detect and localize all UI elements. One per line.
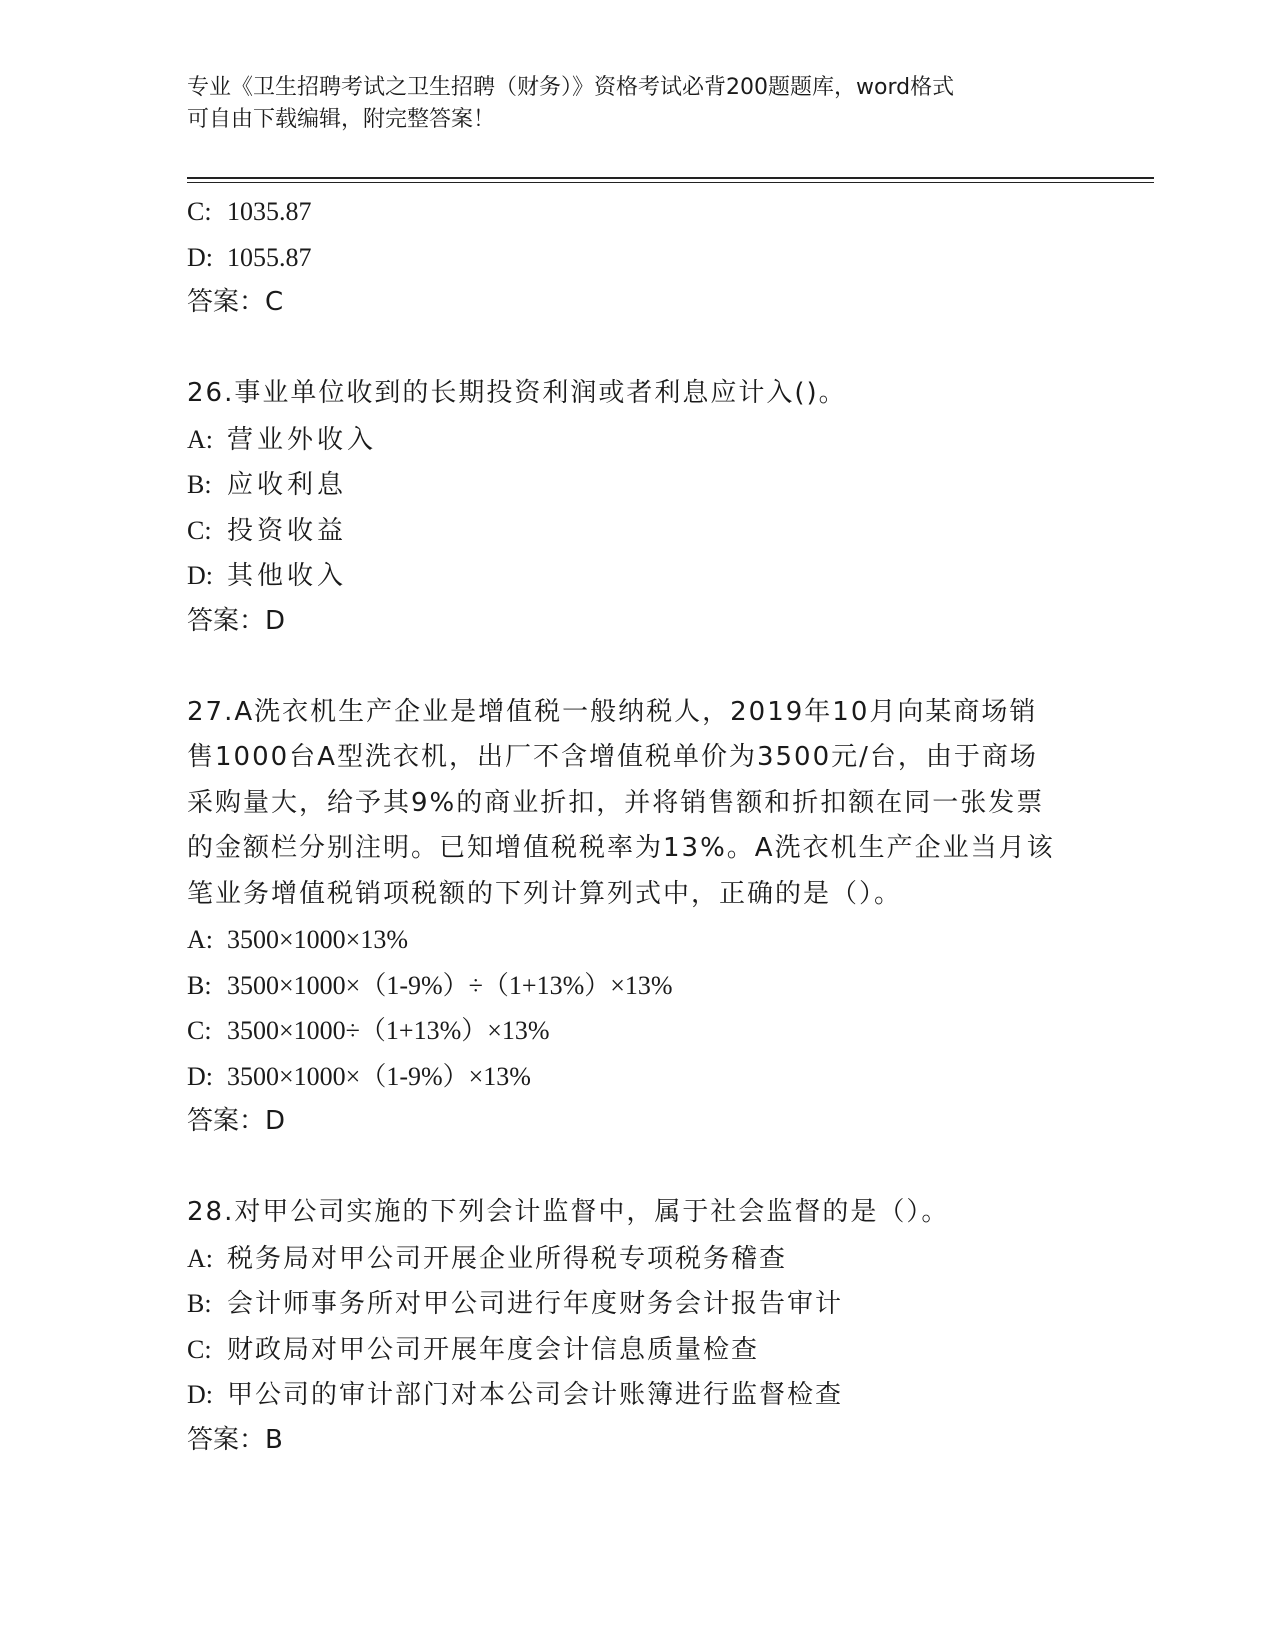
option-text: 税务局对甲公司开展企业所得税专项税务稽查 (227, 1243, 788, 1274)
option-label: D: (187, 1061, 213, 1091)
header-line-1: 专业《卫生招聘考试之卫生招聘（财务）》资格考试必背200题题库，word格式 (187, 75, 955, 100)
question-27 (187, 690, 1087, 1145)
option-a (187, 1236, 1087, 1282)
option-d (187, 1372, 1087, 1418)
option-d (187, 553, 1087, 599)
header-line-2: 可自由下载编辑，附完整答案！ (187, 107, 496, 132)
answer-line: 答案：D (187, 605, 286, 636)
option-text: 3500×1000÷（1+13%）×13% (227, 1016, 550, 1045)
question-stem: 26.事业单位收到的长期投资利润或者利息应计入()。 (187, 378, 847, 408)
question-stem: 28.对甲公司实施的下列会计监督中，属于社会监督的是（）。 (187, 1197, 950, 1227)
option-d (187, 1054, 1087, 1100)
option-c (187, 189, 1087, 235)
question-28 (187, 1190, 1087, 1463)
option-text: 财政局对甲公司开展年度会计信息质量检查 (227, 1334, 760, 1365)
option-text: 1055.87 (227, 242, 312, 272)
question-26 (187, 371, 1087, 644)
option-c (187, 508, 1087, 554)
header-divider-thin (187, 182, 1154, 183)
option-label: A: (187, 424, 213, 454)
option-text: 3500×1000×13% (227, 925, 408, 954)
option-label: C: (187, 197, 212, 226)
answer-line: 答案：D (187, 1106, 286, 1136)
header-divider-thick (187, 177, 1154, 179)
option-b (187, 963, 1087, 1009)
option-text: 甲公司的审计部门对本公司会计账簿进行监督检查 (227, 1380, 844, 1410)
question-stem-line: 的金额栏分别注明。已知增值税税率为13%。A洗衣机生产企业当月该 (187, 833, 1055, 863)
option-label: D: (187, 1380, 213, 1409)
option-a (187, 917, 1087, 963)
spacer (187, 326, 1087, 372)
option-label: B: (187, 470, 212, 499)
option-label: D: (187, 561, 213, 590)
option-text: 3500×1000×（1-9%）×13% (227, 1061, 531, 1091)
option-text: 投资收益 (227, 515, 348, 546)
spacer (187, 1145, 1087, 1191)
option-text: 应收利息 (227, 470, 348, 500)
option-label: D: (187, 242, 213, 272)
question-stem-line: 采购量大，给予其9%的商业折扣，并将销售额和折扣额在同一张发票 (187, 787, 1045, 818)
option-label: B: (187, 1289, 212, 1318)
question-stem-line: 售1000台A型洗衣机，出厂不含增值税单价为3500元/台，由于商场 (187, 742, 1038, 772)
option-label: B: (187, 970, 212, 1000)
option-d (187, 235, 1087, 281)
option-a (187, 417, 1087, 463)
option-label: C: (187, 1016, 212, 1045)
option-b (187, 1281, 1087, 1327)
question-list (187, 189, 1087, 1463)
answer-line: 答案：C (187, 287, 284, 317)
option-text: 其他收入 (227, 561, 348, 591)
option-label: C: (187, 1334, 212, 1364)
option-text: 3500×1000×（1-9%）÷（1+13%）×13% (227, 970, 673, 1000)
question-stem-line: 27.A洗衣机生产企业是增值税一般纳税人，2019年10月向某商场销 (187, 696, 1038, 727)
option-b (187, 462, 1087, 508)
option-c (187, 1008, 1087, 1054)
option-label: A: (187, 1243, 213, 1273)
option-text: 会计师事务所对甲公司进行年度财务会计报告审计 (227, 1289, 844, 1319)
question-stem-line: 笔业务增值税销项税额的下列计算列式中，正确的是（）。 (187, 878, 903, 909)
spacer (187, 644, 1087, 690)
option-text: 营业外收入 (227, 424, 378, 455)
option-c (187, 1327, 1087, 1373)
option-label: A: (187, 925, 213, 954)
document-header (187, 72, 1087, 136)
question-25 (187, 189, 1087, 326)
option-label: C: (187, 515, 212, 545)
option-text: 1035.87 (227, 197, 312, 226)
answer-line: 答案：B (187, 1424, 283, 1455)
